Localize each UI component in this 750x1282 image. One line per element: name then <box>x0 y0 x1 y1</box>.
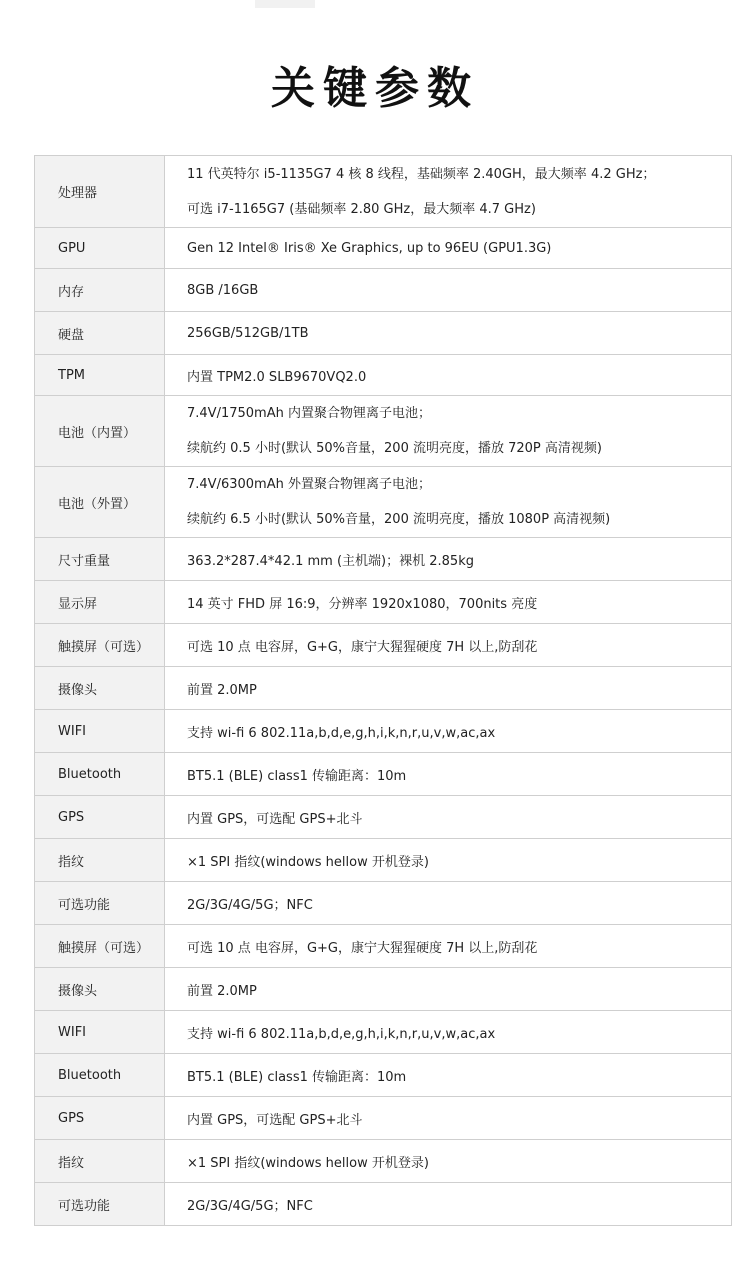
spec-value-line: 14 英寸 FHD 屏 16:9，分辨率 1920x1080，700nits 亮度 <box>187 596 538 612</box>
spec-value <box>165 467 731 537</box>
spec-label: GPU <box>35 228 165 268</box>
spec-value-line: 支持 wi-fi 6 802.11a,b,d,e,g,h,i,k,n,r,u,v,w,ac,ax <box>187 1026 496 1042</box>
spec-label: 电池（内置） <box>35 396 165 466</box>
spec-label: 电池（外置） <box>35 467 165 537</box>
spec-row <box>35 667 731 710</box>
page-title: 关键参数 <box>271 63 479 114</box>
spec-label: 尺寸重量 <box>35 538 165 580</box>
spec-label: 触摸屏（可选） <box>35 925 165 967</box>
spec-label: 触摸屏（可选） <box>35 624 165 666</box>
spec-row <box>35 1011 731 1054</box>
spec-value-line: 7.4V/6300mAh 外置聚合物锂离子电池； <box>187 477 431 492</box>
top-decoration <box>255 0 315 8</box>
spec-value <box>165 312 731 354</box>
spec-row <box>35 1183 731 1226</box>
spec-value-line: 可选 i7-1165G7 (基础频率 2.80 GHz，最大频率 4.7 GHz) <box>187 201 536 217</box>
spec-value <box>165 1183 731 1225</box>
spec-value <box>165 1054 731 1096</box>
spec-value-line: 前置 2.0MP <box>187 983 257 999</box>
spec-value <box>165 882 731 924</box>
spec-label: TPM <box>35 355 165 395</box>
spec-label: 可选功能 <box>35 882 165 924</box>
spec-value-line: 8GB /16GB <box>187 282 259 298</box>
spec-label: 指纹 <box>35 1140 165 1182</box>
spec-value <box>165 581 731 623</box>
spec-value <box>165 839 731 881</box>
spec-label: WIFI <box>35 710 165 752</box>
spec-row <box>35 467 731 538</box>
spec-value <box>165 624 731 666</box>
spec-label: GPS <box>35 1097 165 1139</box>
spec-value <box>165 968 731 1010</box>
spec-label: 指纹 <box>35 839 165 881</box>
spec-row <box>35 396 731 467</box>
spec-row <box>35 624 731 667</box>
spec-row <box>35 1054 731 1097</box>
spec-table <box>34 155 732 1226</box>
spec-row <box>35 1097 731 1140</box>
spec-row <box>35 925 731 968</box>
spec-value-line: 前置 2.0MP <box>187 682 257 698</box>
spec-label: 显示屏 <box>35 581 165 623</box>
spec-label: GPS <box>35 796 165 838</box>
spec-row <box>35 710 731 753</box>
spec-row <box>35 538 731 581</box>
spec-label: 内存 <box>35 269 165 311</box>
spec-row <box>35 839 731 882</box>
spec-value-line: 可选 10 点 电容屏，G+G，康宁大猩猩硬度 7H 以上,防刮花 <box>187 639 538 655</box>
spec-value-line: 11 代英特尔 i5-1135G7 4 核 8 线程，基础频率 2.40GH，最大频率 4.2 GHz； <box>187 166 656 182</box>
spec-row <box>35 1140 731 1183</box>
spec-value-line: ×1 SPI 指纹(windows hellow 开机登录) <box>187 854 429 870</box>
spec-label: WIFI <box>35 1011 165 1053</box>
spec-value <box>165 156 731 227</box>
spec-label: 处理器 <box>35 156 165 227</box>
spec-row <box>35 228 731 269</box>
spec-row <box>35 581 731 624</box>
spec-value-line: 2G/3G/4G/5G；NFC <box>187 1198 313 1214</box>
spec-value-line: 内置 TPM2.0 SLB9670VQ2.0 <box>187 369 367 385</box>
spec-row <box>35 796 731 839</box>
spec-label: 硬盘 <box>35 312 165 354</box>
spec-value <box>165 796 731 838</box>
spec-value <box>165 269 731 311</box>
spec-value-line: BT5.1 (BLE) class1 传输距离：10m <box>187 1069 407 1085</box>
spec-row <box>35 355 731 396</box>
spec-label: Bluetooth <box>35 753 165 795</box>
spec-value <box>165 355 731 395</box>
spec-row <box>35 882 731 925</box>
spec-value <box>165 753 731 795</box>
spec-label: 摄像头 <box>35 968 165 1010</box>
spec-value-line: 2G/3G/4G/5G；NFC <box>187 897 313 913</box>
spec-value-line: 内置 GPS，可选配 GPS+北斗 <box>187 1112 363 1128</box>
spec-value-line: ×1 SPI 指纹(windows hellow 开机登录) <box>187 1155 429 1171</box>
spec-row <box>35 269 731 312</box>
spec-value-line: BT5.1 (BLE) class1 传输距离：10m <box>187 768 407 784</box>
spec-value-line: 7.4V/1750mAh 内置聚合物锂离子电池； <box>187 406 431 421</box>
spec-label: Bluetooth <box>35 1054 165 1096</box>
spec-row <box>35 753 731 796</box>
spec-row <box>35 156 731 228</box>
spec-value-line: 续航约 6.5 小时(默认 50%音量，200 流明亮度，播放 1080P 高清视频) <box>187 512 611 527</box>
spec-value-line: 支持 wi-fi 6 802.11a,b,d,e,g,h,i,k,n,r,u,v,w,ac,ax <box>187 725 496 741</box>
spec-value <box>165 1140 731 1182</box>
spec-row <box>35 312 731 355</box>
spec-value <box>165 667 731 709</box>
spec-value <box>165 1097 731 1139</box>
spec-value <box>165 1011 731 1053</box>
spec-value-line: 续航约 0.5 小时(默认 50%音量，200 流明亮度，播放 720P 高清视频) <box>187 441 602 456</box>
spec-value <box>165 396 731 466</box>
spec-value-line: 363.2*287.4*42.1 mm (主机端)；裸机 2.85kg <box>187 553 474 569</box>
spec-value <box>165 710 731 752</box>
spec-value <box>165 538 731 580</box>
spec-label: 可选功能 <box>35 1183 165 1225</box>
spec-value-line: Gen 12 Intel® Iris® Xe Graphics, up to 96EU (GPU1.3G) <box>187 240 552 256</box>
spec-value <box>165 925 731 967</box>
spec-value-line: 可选 10 点 电容屏，G+G，康宁大猩猩硬度 7H 以上,防刮花 <box>187 940 538 956</box>
spec-value <box>165 228 731 268</box>
spec-value-line: 256GB/512GB/1TB <box>187 325 309 341</box>
spec-row <box>35 968 731 1011</box>
spec-value-line: 内置 GPS，可选配 GPS+北斗 <box>187 811 363 827</box>
spec-label: 摄像头 <box>35 667 165 709</box>
